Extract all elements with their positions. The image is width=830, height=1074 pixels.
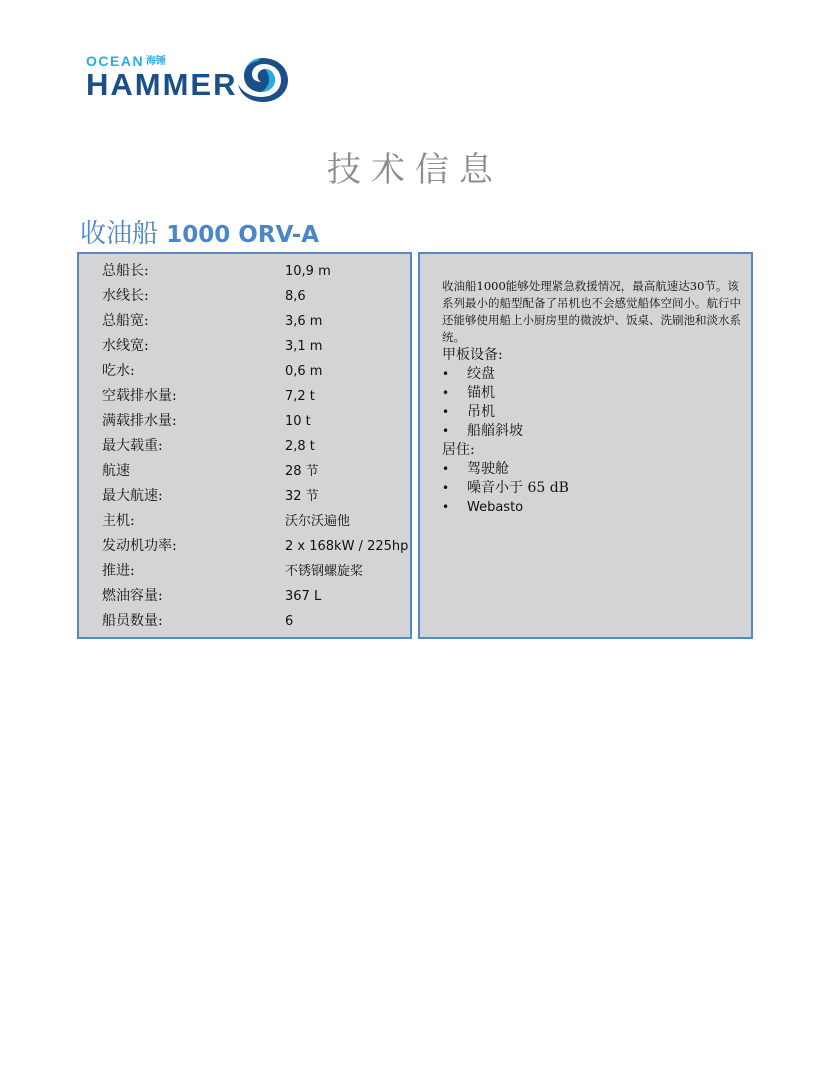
logo-cn-word: 海锤 (146, 56, 166, 67)
spec-value: 3,6 m (285, 314, 323, 329)
info-description: 收油船1000能够处理紧急救援情况，最高航速达30节。该系列最小的船型配备了吊机也不会感觉船体空间小。航行中还能够使用船上小厨房里的微波炉、饭桌、洗刷池和淡水系统。 (442, 279, 741, 344)
spec-label: 空载排水量: (102, 388, 177, 404)
wave-swirl-icon (232, 54, 290, 104)
spec-label: 满载排水量: (102, 413, 177, 429)
spec-row (79, 609, 410, 634)
spec-value: 6 (285, 614, 294, 629)
spec-row (79, 509, 410, 534)
spec-value: 0,6 m (285, 364, 323, 379)
spec-value: 367 L (285, 589, 322, 604)
spec-value: 7,2 t (285, 389, 315, 404)
spec-value: 3,1 m (285, 339, 323, 354)
spec-row (79, 534, 410, 559)
spec-row (79, 584, 410, 609)
spec-row (79, 559, 410, 584)
spec-row (79, 484, 410, 509)
spec-label: 推进: (102, 563, 135, 579)
spec-value: 28 节 (285, 464, 319, 479)
page-heading: 技术信息 (327, 150, 503, 190)
spec-label: 水线长: (102, 288, 149, 304)
spec-value: 2,8 t (285, 439, 315, 454)
ocean-hammer-logo (86, 50, 296, 106)
spec-value: 2 x 168kW / 225hp (285, 539, 409, 554)
logo-ocean-word: OCEAN (86, 53, 145, 69)
spec-value: 不锈钢螺旋桨 (285, 564, 364, 579)
spec-label: 航速 (102, 463, 130, 479)
list-item-text: 驾驶舱 (467, 461, 509, 477)
product-title (80, 214, 319, 255)
bullet-icon: • (442, 405, 450, 419)
spec-label: 燃油容量: (102, 588, 163, 604)
deck-equipment-heading: 甲板设备: (442, 347, 503, 363)
product-name: 收油船 (80, 219, 159, 249)
spec-row (79, 434, 410, 459)
list-item-text: 噪音小于 65 dB (467, 480, 569, 496)
spec-value: 32 节 (285, 489, 319, 504)
list-item-text: 船艏斜坡 (467, 423, 523, 439)
bullet-icon: • (442, 424, 450, 438)
list-item-text: 锚机 (467, 385, 495, 401)
spec-label: 吃水: (102, 363, 135, 379)
spec-value: 10,9 m (285, 264, 331, 279)
bullet-icon: • (442, 462, 450, 476)
spec-value: 10 t (285, 414, 311, 429)
spec-row (79, 334, 410, 359)
logo-hammer-word: HAMMER (86, 67, 238, 102)
list-item-text: 吊机 (467, 404, 495, 420)
bullet-icon: • (442, 367, 450, 381)
spec-label: 主机: (102, 513, 135, 529)
spec-label: 最大载重: (102, 438, 163, 454)
spec-row (79, 384, 410, 409)
spec-label: 船员数量: (102, 613, 163, 629)
spec-value: 沃尔沃遍他 (285, 514, 351, 529)
spec-value: 8,6 (285, 289, 306, 304)
spec-row (79, 309, 410, 334)
spec-label: 最大航速: (102, 488, 163, 504)
spec-row (79, 409, 410, 434)
bullet-icon: • (442, 500, 450, 514)
living-heading: 居住: (442, 442, 475, 458)
spec-row (79, 359, 410, 384)
spec-row (79, 259, 410, 284)
spec-row (79, 459, 410, 484)
list-item-text: 绞盘 (467, 366, 495, 382)
spec-label: 总船宽: (102, 313, 149, 329)
spec-panel (77, 252, 412, 639)
list-item-text: Webasto (467, 500, 524, 515)
bullet-icon: • (442, 386, 450, 400)
product-model: 1000 ORV-A (166, 222, 320, 248)
spec-label: 水线宽: (102, 338, 149, 354)
info-panel (418, 252, 753, 639)
bullet-icon: • (442, 481, 450, 495)
spec-row (79, 284, 410, 309)
spec-label: 发动机功率: (102, 538, 177, 554)
spec-label: 总船长: (102, 263, 149, 279)
